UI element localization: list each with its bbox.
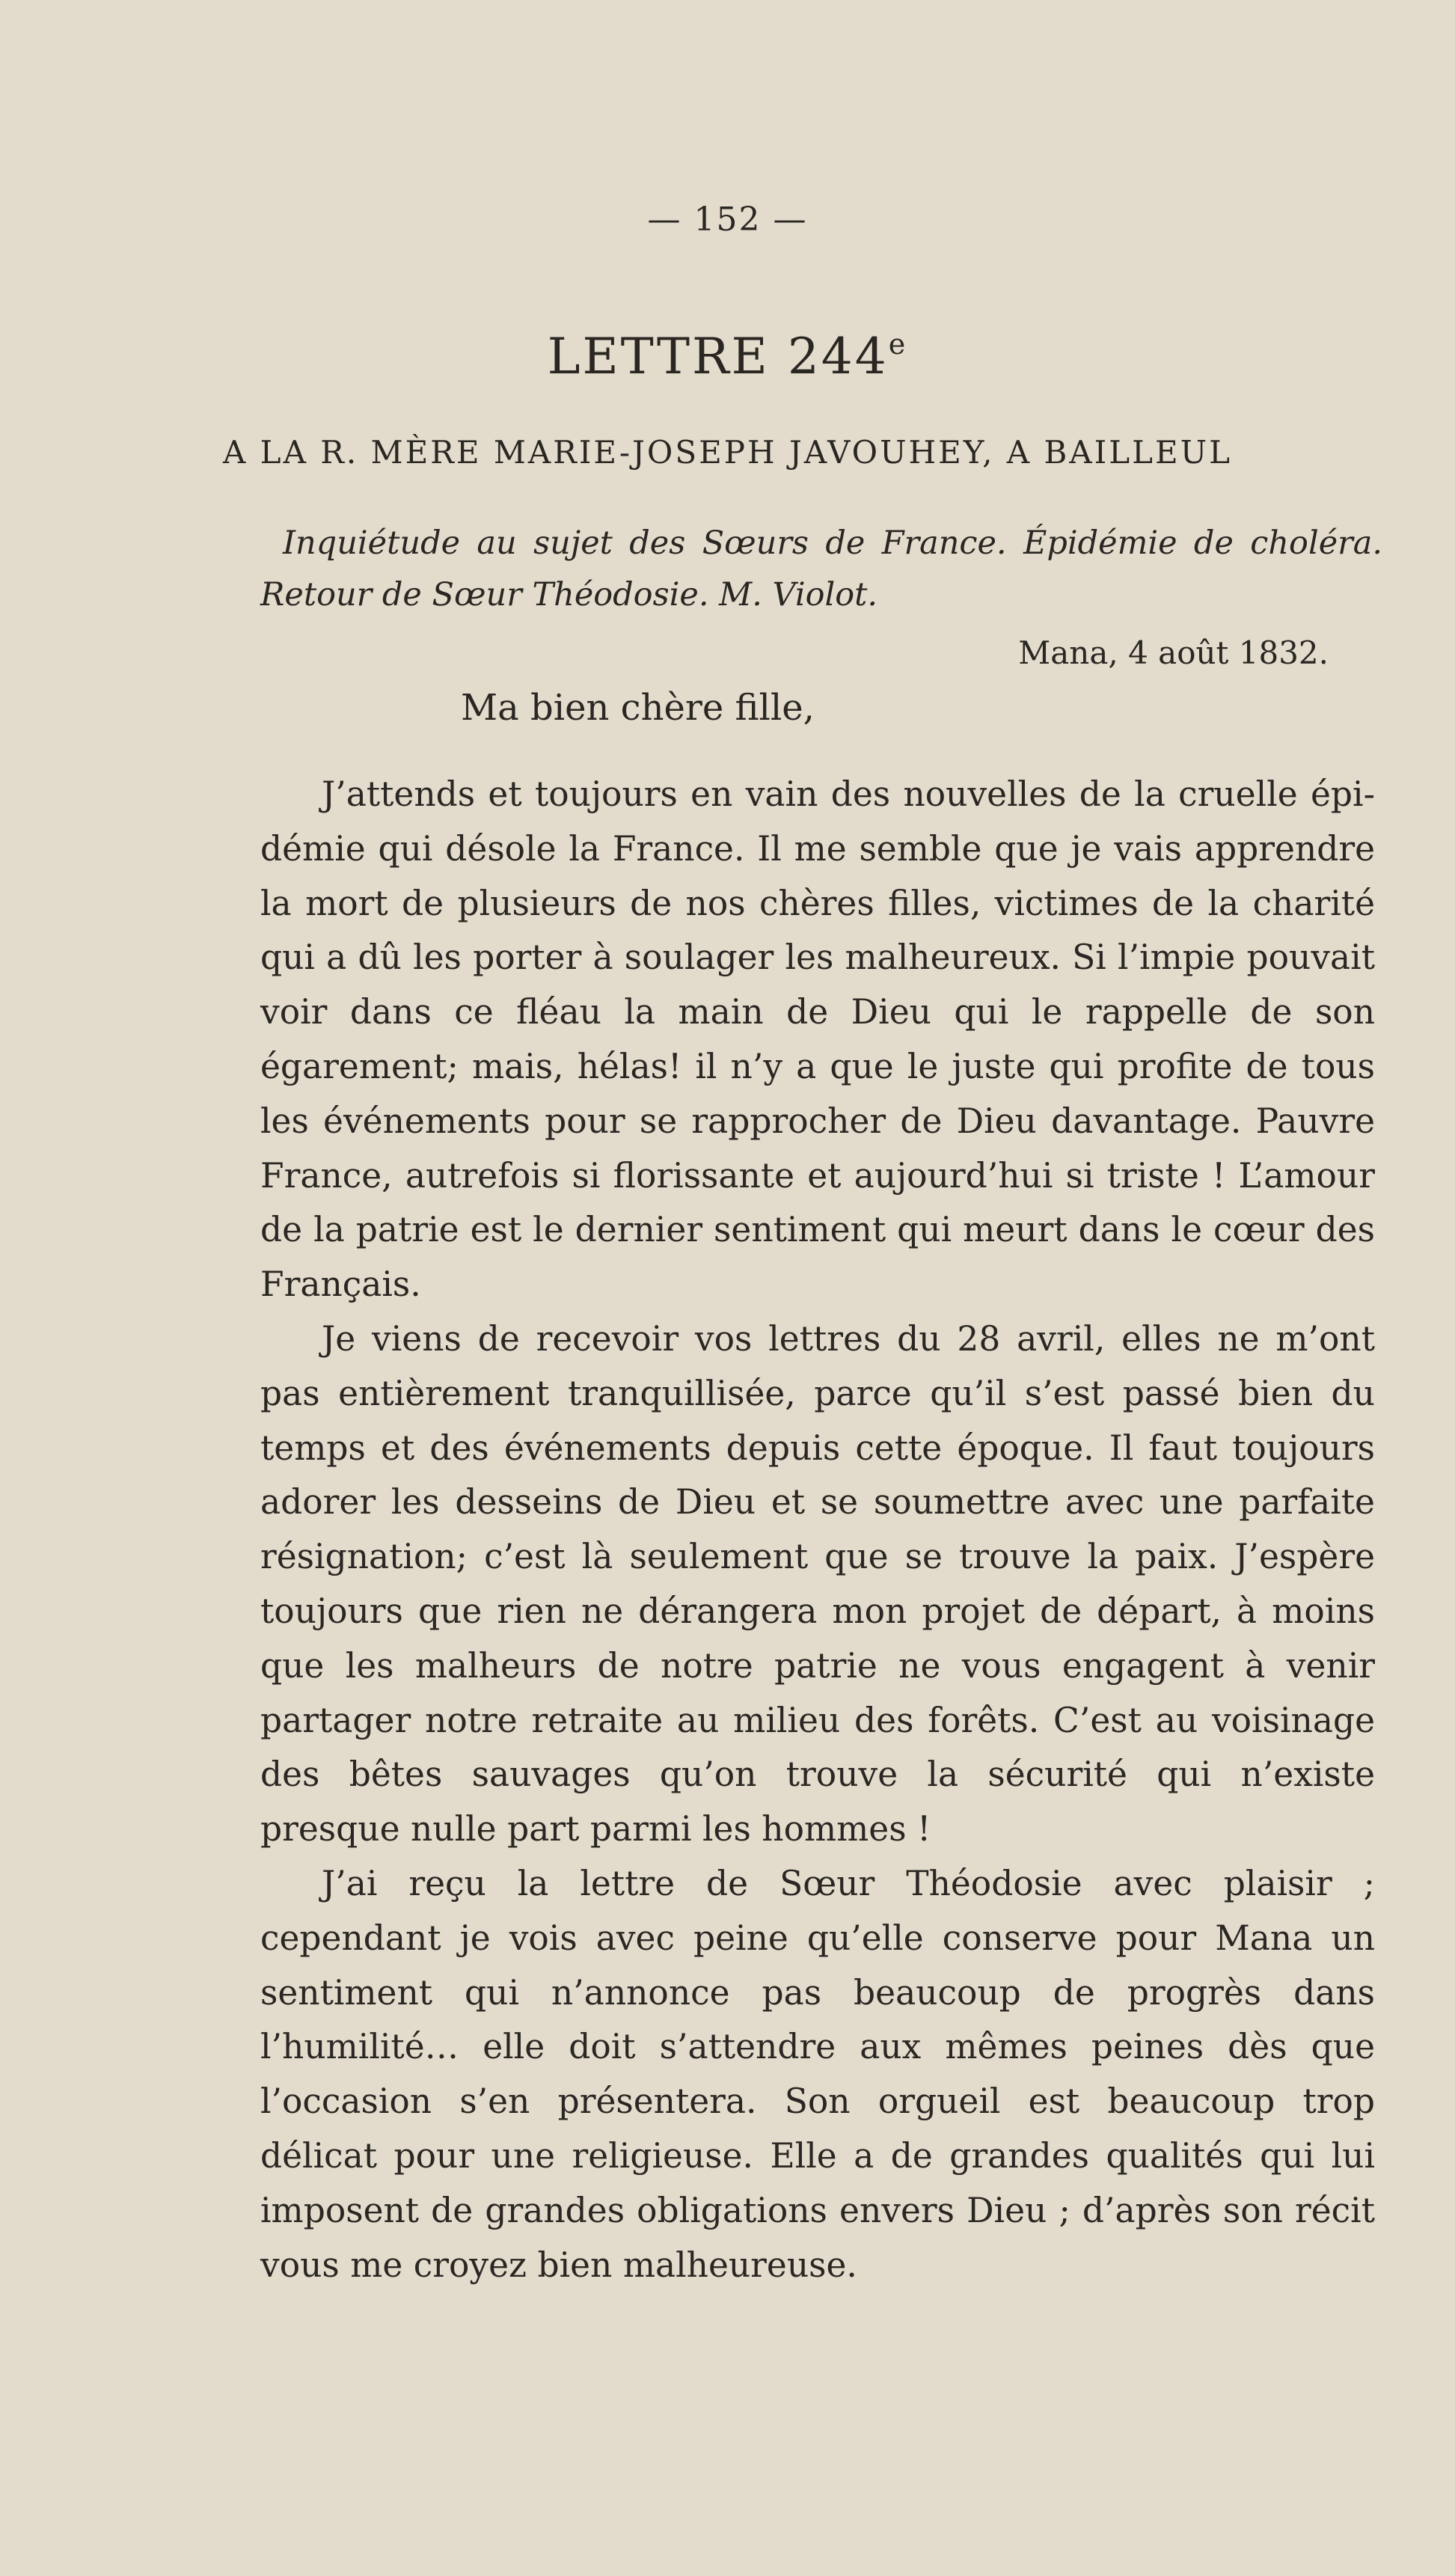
page-number: — 152 —: [647, 201, 808, 239]
letter-body: [260, 768, 1375, 2292]
body-paragraph-3: J’ai reçu la lettre de Sœur Théodosie avec plaisir ; cependant je vois avec peine qu’elle conserve pour Mana un sentiment qui n’annonce pas beaucoup de progrès dans l’humilité… elle doit s’attendre aux mêmes peines dès que l’occasion s’en présentera. Son orgueil est beaucoup trop délicat pour une religieuse. Elle a de grandes qualités qui lui imposent de grandes obligations envers Dieu ; d’après son récit vous me croyez bien malheureuse.: [260, 1863, 1375, 2285]
body-paragraph-2: Je viens de recevoir vos lettres du 28 avril, elles ne m’ont pas entièrement tranquillisée, parce qu’il s’est passé bien du temps et des événements depuis cette époque. Il faut toujours adorer les desseins de Dieu et se soumettre avec une parfaite résignation; c’est là seulement que se trouve la paix. J’espère toujours que rien ne dérangera mon projet de départ, à moins que les malheurs de notre patrie ne vous engagent à venir partager notre retraite au milieu des forêts. C’est au voisinage des bêtes sauvages qu’on trouve la sécurité qui n’existe presque nulle part parmi les hommes !: [260, 1318, 1375, 1850]
letter-salutation: Ma bien chère fille,: [461, 687, 815, 729]
letter-summary: Inquiétude au sujet des Sœurs de France. Épidémie de choléra. Retour de Sœur Théodosie. M. Violot.: [260, 524, 1382, 614]
letter-title: [0, 328, 1455, 385]
letter-title-superscript: e: [888, 328, 908, 361]
letter-dateline: Mana, 4 août 1832.: [1018, 634, 1329, 671]
letter-recipient: A LA R. MÈRE MARIE-JOSEPH JAVOUHEY, A BAILLEUL: [223, 434, 1232, 471]
body-paragraph-1: J’attends et toujours en vain des nouvelles de la cruelle épidémie qui désole la France. Il me semble que je vais apprendre la mort de plusieurs de nos chères filles, victimes de la charité qui a dû les porter à soulager les malheureux. Si l’impie pouvait voir dans ce fléau la main de Dieu qui le rappelle de son égarement; mais, hélas! il n’y a que le juste qui profite de tous les événements pour se rapprocher de Dieu davantage. Pauvre France, autrefois si florissante et aujourd’hui si triste ! L’amour de la patrie est le dernier sentiment qui meurt dans le cœur des Français.: [260, 774, 1375, 1305]
letter-title-text: LETTRE 244: [547, 328, 889, 385]
